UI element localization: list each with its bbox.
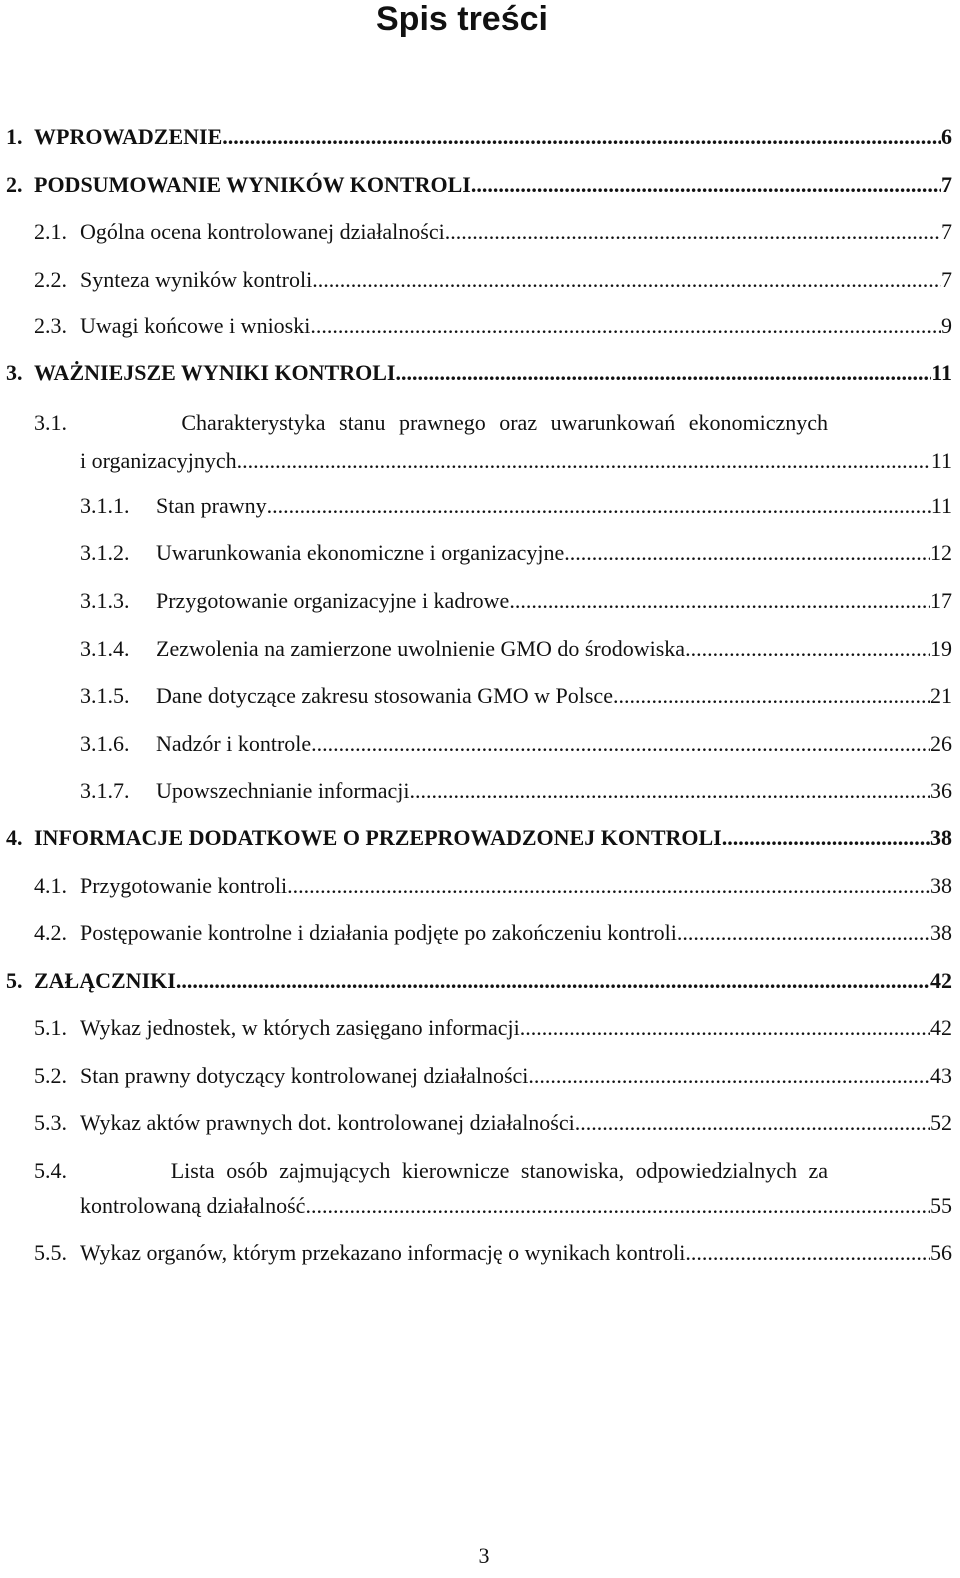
toc-entry-number: 3.1.1. bbox=[80, 493, 130, 518]
toc-entry-number: 3.1.4. bbox=[80, 636, 130, 661]
toc-entry-3-1-7[interactable] bbox=[80, 778, 952, 804]
dot-leader bbox=[445, 219, 941, 245]
toc-entry-page: 55 bbox=[930, 1193, 952, 1218]
toc-entry-page: 6 bbox=[941, 124, 952, 149]
toc-entry-number: 2.3. bbox=[34, 313, 67, 338]
toc-entry-text: Uwarunkowania ekonomiczne i organizacyjne bbox=[156, 540, 565, 565]
toc-entry-page: 36 bbox=[930, 778, 952, 803]
toc-entry-3-1-6[interactable] bbox=[80, 731, 952, 757]
toc-entry-page: 11 bbox=[930, 493, 952, 518]
toc-entry-3-1-3[interactable] bbox=[80, 588, 952, 614]
toc-entry-1[interactable] bbox=[6, 124, 952, 150]
dot-leader bbox=[471, 172, 941, 198]
dot-leader bbox=[267, 493, 931, 519]
dot-leader bbox=[520, 1015, 930, 1041]
toc-entry-page: 7 bbox=[941, 267, 952, 292]
dot-leader bbox=[312, 267, 941, 293]
toc-entry-text: ZAŁĄCZNIKI bbox=[34, 968, 176, 993]
dot-leader bbox=[305, 1193, 930, 1219]
toc-entry-text: WAŻNIEJSZE WYNIKI KONTROLI bbox=[34, 360, 396, 385]
toc-entry-number: 4. bbox=[6, 825, 23, 850]
toc-entry-number: 2.2. bbox=[34, 267, 67, 292]
dot-leader bbox=[722, 825, 930, 851]
toc-entry-3-1-4[interactable] bbox=[80, 636, 952, 662]
toc-entry-text: Lista osób zajmujących kierownicze stanowiska, odpowiedzialnych za bbox=[170, 1158, 828, 1183]
toc-entry-text: Nadzór i kontrole bbox=[156, 731, 312, 756]
toc-entry-number: 4.2. bbox=[34, 920, 67, 945]
toc-entry-2-2[interactable] bbox=[34, 267, 952, 293]
toc-entry-page: 19 bbox=[930, 636, 952, 661]
dot-leader bbox=[310, 313, 941, 339]
toc-entry-4[interactable] bbox=[6, 825, 952, 851]
dot-leader bbox=[311, 731, 930, 757]
toc-entry-page: 38 bbox=[930, 920, 952, 945]
toc-entry-5-4-line2[interactable] bbox=[80, 1193, 952, 1219]
toc-entry-page: 11 bbox=[931, 360, 952, 385]
toc-entry-page: 52 bbox=[930, 1110, 952, 1135]
toc-entry-text-continued: i organizacyjnych bbox=[80, 448, 237, 473]
toc-entry-5-5[interactable] bbox=[34, 1240, 952, 1266]
toc-entry-number: 5.1. bbox=[34, 1015, 67, 1040]
toc-entry-3-1-1[interactable] bbox=[80, 493, 952, 519]
toc-entry-3-1-2[interactable] bbox=[80, 540, 952, 566]
toc-entry-text: Wykaz organów, którym przekazano informację o wynikach kontroli bbox=[80, 1240, 686, 1265]
dot-leader bbox=[613, 683, 930, 709]
toc-entry-page: 56 bbox=[930, 1240, 952, 1265]
toc-entry-page: 43 bbox=[930, 1063, 952, 1088]
toc-entry-number: 3. bbox=[6, 360, 23, 385]
toc-entry-text: Przygotowanie kontroli bbox=[80, 873, 288, 898]
dot-leader bbox=[410, 778, 930, 804]
dot-leader bbox=[237, 448, 931, 474]
toc-entry-text: Stan prawny bbox=[156, 493, 267, 518]
toc-entry-text: Wykaz aktów prawnych dot. kontrolowanej działalności bbox=[80, 1110, 575, 1135]
toc-entry-5-4-line1[interactable] bbox=[34, 1158, 828, 1184]
toc-entry-text: Wykaz jednostek, w których zasięgano informacji bbox=[80, 1015, 520, 1040]
toc-entry-number: 5.5. bbox=[34, 1240, 67, 1265]
toc-entry-3-1-5[interactable] bbox=[80, 683, 952, 709]
dot-leader bbox=[685, 1240, 930, 1266]
dot-leader bbox=[575, 1110, 930, 1136]
toc-entry-page: 7 bbox=[941, 172, 952, 197]
toc-entry-number: 3.1.5. bbox=[80, 683, 130, 708]
toc-entry-number: 5.2. bbox=[34, 1063, 67, 1088]
dot-leader bbox=[564, 540, 930, 566]
toc-entry-page: 17 bbox=[930, 588, 952, 613]
dot-leader bbox=[509, 588, 930, 614]
toc-entry-text-continued: kontrolowaną działalność bbox=[80, 1193, 306, 1218]
toc-entry-page: 38 bbox=[930, 825, 952, 850]
toc-entry-number: 3.1.2. bbox=[80, 540, 130, 565]
toc-entry-page: 9 bbox=[941, 313, 952, 338]
toc-entry-text: Postępowanie kontrolne i działania podjęte po zakończeniu kontroli bbox=[80, 920, 677, 945]
toc-entry-text: WPROWADZENIE bbox=[34, 124, 223, 149]
toc-entry-page: 42 bbox=[930, 1015, 952, 1040]
toc-entry-4-1[interactable] bbox=[34, 873, 952, 899]
toc-entry-number: 3.1. bbox=[34, 410, 67, 435]
toc-entry-text: Uwagi końcowe i wnioski bbox=[80, 313, 311, 338]
toc-entry-text: Ogólna ocena kontrolowanej działalności bbox=[80, 219, 445, 244]
toc-entry-2[interactable] bbox=[6, 172, 952, 198]
dot-leader bbox=[222, 124, 941, 150]
toc-entry-text: Stan prawny dotyczący kontrolowanej działalności bbox=[80, 1063, 529, 1088]
toc-entry-page: 42 bbox=[930, 968, 952, 993]
toc-entry-4-2[interactable] bbox=[34, 920, 952, 946]
toc-entry-number: 5.4. bbox=[34, 1158, 67, 1183]
toc-entry-page: 21 bbox=[930, 683, 952, 708]
toc-entry-3-1-line1[interactable] bbox=[34, 410, 828, 436]
toc-entry-5[interactable] bbox=[6, 968, 952, 994]
toc-entry-number: 5.3. bbox=[34, 1110, 67, 1135]
dot-leader bbox=[287, 873, 930, 899]
toc-entry-text: Zezwolenia na zamierzone uwolnienie GMO do środowiska bbox=[156, 636, 686, 661]
toc-entry-number: 3.1.7. bbox=[80, 778, 130, 803]
toc-entry-5-1[interactable] bbox=[34, 1015, 952, 1041]
toc-entry-text: Dane dotyczące zakresu stosowania GMO w Polsce bbox=[156, 683, 613, 708]
toc-entry-text: Charakterystyka stanu prawnego oraz uwarunkowań ekonomicznych bbox=[181, 410, 828, 435]
toc-entry-text: INFORMACJE DODATKOWE O PRZEPROWADZONEJ KONTROLI bbox=[34, 825, 722, 850]
toc-entry-page: 26 bbox=[930, 731, 952, 756]
dot-leader bbox=[176, 968, 930, 994]
toc-entry-page: 7 bbox=[941, 219, 952, 244]
toc-entry-number: 3.1.6. bbox=[80, 731, 130, 756]
toc-entry-2-1[interactable] bbox=[34, 219, 952, 245]
page-title: Spis treści bbox=[376, 0, 548, 38]
toc-entry-number: 2. bbox=[6, 172, 23, 197]
toc-entry-page: 12 bbox=[930, 540, 952, 565]
page-number: 3 bbox=[478, 1543, 490, 1568]
dot-leader bbox=[677, 920, 930, 946]
toc-entry-page: 38 bbox=[930, 873, 952, 898]
toc-entry-number: 5. bbox=[6, 968, 23, 993]
toc-entry-text: PODSUMOWANIE WYNIKÓW KONTROLI bbox=[34, 172, 471, 197]
dot-leader bbox=[395, 360, 931, 386]
toc-entry-number: 2.1. bbox=[34, 219, 67, 244]
toc-entry-5-3[interactable] bbox=[34, 1110, 952, 1136]
toc-entry-2-3[interactable] bbox=[34, 313, 952, 339]
toc-entry-5-2[interactable] bbox=[34, 1063, 952, 1089]
toc-entry-page: 11 bbox=[930, 448, 952, 473]
toc-entry-number: 4.1. bbox=[34, 873, 67, 898]
toc-entry-text: Upowszechnianie informacji bbox=[156, 778, 410, 803]
toc-entry-3[interactable] bbox=[6, 360, 952, 386]
dot-leader bbox=[528, 1063, 930, 1089]
dot-leader bbox=[685, 636, 930, 662]
toc-entry-number: 3.1.3. bbox=[80, 588, 130, 613]
toc-entry-3-1-line2[interactable] bbox=[80, 448, 952, 474]
toc-entry-text: Przygotowanie organizacyjne i kadrowe bbox=[156, 588, 510, 613]
toc-entry-text: Synteza wyników kontroli bbox=[80, 267, 313, 292]
toc-entry-number: 1. bbox=[6, 124, 23, 149]
